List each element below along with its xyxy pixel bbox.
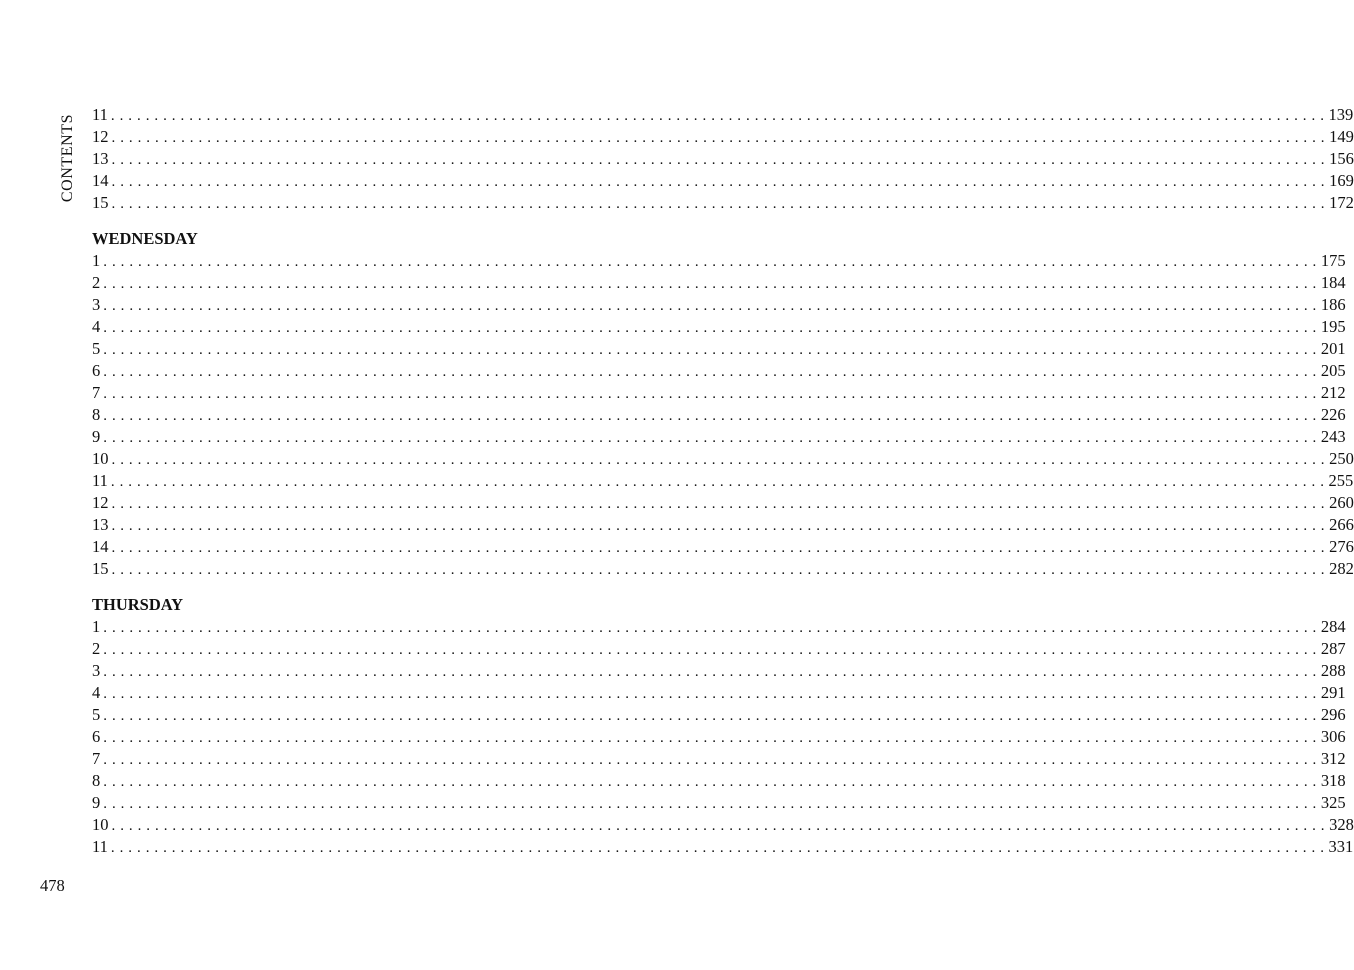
toc-section xyxy=(92,104,1354,214)
chapter-number: 2 xyxy=(92,639,101,658)
running-head-text: CONTENTS xyxy=(59,113,76,203)
dot-leader: . . . . . . . . . . . . . . . . . . . . . . . . . . . . . . . . . . . . . . . . . . . . . . . . . . . . . . . . . . . . . . . . . . . . . . . . . . . . . . . . . . . . . . . . . . . . . . . . . . . . . . . . . . . . . . . . . . . . . . . . . . . . . . . . . . . . . . . . . . . . xyxy=(103,430,1317,446)
chapter-number: 8 xyxy=(92,405,101,424)
page-reference: 175 xyxy=(1320,251,1346,270)
page-reference: 184 xyxy=(1320,273,1346,292)
toc-entry[interactable] xyxy=(92,770,1346,792)
chapter-number: 8 xyxy=(92,771,101,790)
dot-leader: . . . . . . . . . . . . . . . . . . . . . . . . . . . . . . . . . . . . . . . . . . . . . . . . . . . . . . . . . . . . . . . . . . . . . . . . . . . . . . . . . . . . . . . . . . . . . . . . . . . . . . . . . . . . . . . . . . . . . . . . . . . . . . . . . . . . . . . . . . . . xyxy=(103,774,1317,790)
toc-entry[interactable] xyxy=(92,558,1354,580)
dot-leader: . . . . . . . . . . . . . . . . . . . . . . . . . . . . . . . . . . . . . . . . . . . . . . . . . . . . . . . . . . . . . . . . . . . . . . . . . . . . . . . . . . . . . . . . . . . . . . . . . . . . . . . . . . . . . . . . . . . . . . . . . . . . . . . . . . . . . . . . . . . . xyxy=(111,562,1326,578)
dot-leader: . . . . . . . . . . . . . . . . . . . . . . . . . . . . . . . . . . . . . . . . . . . . . . . . . . . . . . . . . . . . . . . . . . . . . . . . . . . . . . . . . . . . . . . . . . . . . . . . . . . . . . . . . . . . . . . . . . . . . . . . . . . . . . . . . . . . . . . . . . . . xyxy=(111,130,1326,146)
page-reference: 325 xyxy=(1320,793,1346,812)
dot-leader: . . . . . . . . . . . . . . . . . . . . . . . . . . . . . . . . . . . . . . . . . . . . . . . . . . . . . . . . . . . . . . . . . . . . . . . . . . . . . . . . . . . . . . . . . . . . . . . . . . . . . . . . . . . . . . . . . . . . . . . . . . . . . . . . . . . . . . . . . . . . xyxy=(103,752,1317,768)
page-reference: 139 xyxy=(1328,105,1354,124)
page-reference: 287 xyxy=(1320,639,1346,658)
chapter-number: 5 xyxy=(92,705,101,724)
dot-leader: . . . . . . . . . . . . . . . . . . . . . . . . . . . . . . . . . . . . . . . . . . . . . . . . . . . . . . . . . . . . . . . . . . . . . . . . . . . . . . . . . . . . . . . . . . . . . . . . . . . . . . . . . . . . . . . . . . . . . . . . . . . . . . . . . . . . . . . . . . . . xyxy=(103,708,1317,724)
page-reference: 226 xyxy=(1320,405,1346,424)
page-reference: 328 xyxy=(1329,815,1354,834)
dot-leader: . . . . . . . . . . . . . . . . . . . . . . . . . . . . . . . . . . . . . . . . . . . . . . . . . . . . . . . . . . . . . . . . . . . . . . . . . . . . . . . . . . . . . . . . . . . . . . . . . . . . . . . . . . . . . . . . . . . . . . . . . . . . . . . . . . . . . . . . . . . . xyxy=(111,818,1326,834)
page-reference: 266 xyxy=(1329,515,1354,534)
page-reference: 288 xyxy=(1320,661,1346,680)
toc-entry[interactable] xyxy=(92,104,1354,126)
dot-leader: . . . . . . . . . . . . . . . . . . . . . . . . . . . . . . . . . . . . . . . . . . . . . . . . . . . . . . . . . . . . . . . . . . . . . . . . . . . . . . . . . . . . . . . . . . . . . . . . . . . . . . . . . . . . . . . . . . . . . . . . . . . . . . . . . . . . . . . . . . . . xyxy=(103,664,1317,680)
page-reference: 250 xyxy=(1329,449,1354,468)
chapter-number: 15 xyxy=(92,559,109,578)
section-heading: THURSDAY xyxy=(92,595,184,614)
chapter-number: 15 xyxy=(92,193,109,212)
chapter-number: 11 xyxy=(92,105,108,124)
toc-entry[interactable] xyxy=(92,616,1346,638)
page-reference: 186 xyxy=(1320,295,1346,314)
toc-entry[interactable] xyxy=(92,272,1346,294)
chapter-number: 5 xyxy=(92,339,101,358)
chapter-number: 1 xyxy=(92,251,101,270)
chapter-number: 4 xyxy=(92,683,101,702)
page-reference: 195 xyxy=(1320,317,1346,336)
chapter-number: 9 xyxy=(92,427,101,446)
toc-entry[interactable] xyxy=(92,382,1346,404)
chapter-number: 1 xyxy=(92,617,101,636)
dot-leader: . . . . . . . . . . . . . . . . . . . . . . . . . . . . . . . . . . . . . . . . . . . . . . . . . . . . . . . . . . . . . . . . . . . . . . . . . . . . . . . . . . . . . . . . . . . . . . . . . . . . . . . . . . . . . . . . . . . . . . . . . . . . . . . . . . . . . . . . . . . . xyxy=(111,196,1326,212)
toc-entry[interactable] xyxy=(92,426,1346,448)
toc-entry[interactable] xyxy=(92,404,1346,426)
chapter-number: 11 xyxy=(92,837,108,856)
toc-entry[interactable] xyxy=(92,814,1354,836)
toc-entry[interactable] xyxy=(92,448,1354,470)
toc-entry[interactable] xyxy=(92,170,1354,192)
chapter-number: 4 xyxy=(92,317,101,336)
toc-entry[interactable] xyxy=(92,492,1354,514)
chapter-number: 6 xyxy=(92,727,101,746)
toc-entry[interactable] xyxy=(92,294,1346,316)
page-reference: 331 xyxy=(1328,837,1354,856)
toc-entry[interactable] xyxy=(92,126,1354,148)
page-reference: 255 xyxy=(1328,471,1354,490)
chapter-number: 3 xyxy=(92,661,101,680)
page-reference: 306 xyxy=(1320,727,1346,746)
toc-entry[interactable] xyxy=(92,338,1346,360)
chapter-number: 2 xyxy=(92,273,101,292)
dot-leader: . . . . . . . . . . . . . . . . . . . . . . . . . . . . . . . . . . . . . . . . . . . . . . . . . . . . . . . . . . . . . . . . . . . . . . . . . . . . . . . . . . . . . . . . . . . . . . . . . . . . . . . . . . . . . . . . . . . . . . . . . . . . . . . . . . . . . . . . . . . . xyxy=(103,642,1317,658)
toc-section xyxy=(92,594,1354,858)
page-reference: 156 xyxy=(1329,149,1354,168)
chapter-number: 10 xyxy=(92,815,109,834)
dot-leader: . . . . . . . . . . . . . . . . . . . . . . . . . . . . . . . . . . . . . . . . . . . . . . . . . . . . . . . . . . . . . . . . . . . . . . . . . . . . . . . . . . . . . . . . . . . . . . . . . . . . . . . . . . . . . . . . . . . . . . . . . . . . . . . . . . . . . . . . . . . . xyxy=(103,386,1317,402)
toc-entry[interactable] xyxy=(92,726,1346,748)
toc-entry[interactable] xyxy=(92,316,1346,338)
page-reference: 276 xyxy=(1329,537,1354,556)
chapter-number: 9 xyxy=(92,793,101,812)
chapter-number: 11 xyxy=(92,471,108,490)
dot-leader: . . . . . . . . . . . . . . . . . . . . . . . . . . . . . . . . . . . . . . . . . . . . . . . . . . . . . . . . . . . . . . . . . . . . . . . . . . . . . . . . . . . . . . . . . . . . . . . . . . . . . . . . . . . . . . . . . . . . . . . . . . . . . . . . . . . . . . . . . . . . xyxy=(111,452,1326,468)
dot-leader: . . . . . . . . . . . . . . . . . . . . . . . . . . . . . . . . . . . . . . . . . . . . . . . . . . . . . . . . . . . . . . . . . . . . . . . . . . . . . . . . . . . . . . . . . . . . . . . . . . . . . . . . . . . . . . . . . . . . . . . . . . . . . . . . . . . . . . . . . . . . xyxy=(110,108,1325,124)
toc-section xyxy=(92,228,1354,580)
dot-leader: . . . . . . . . . . . . . . . . . . . . . . . . . . . . . . . . . . . . . . . . . . . . . . . . . . . . . . . . . . . . . . . . . . . . . . . . . . . . . . . . . . . . . . . . . . . . . . . . . . . . . . . . . . . . . . . . . . . . . . . . . . . . . . . . . . . . . . . . . . . . xyxy=(103,342,1317,358)
chapter-number: 13 xyxy=(92,149,109,168)
dot-leader: . . . . . . . . . . . . . . . . . . . . . . . . . . . . . . . . . . . . . . . . . . . . . . . . . . . . . . . . . . . . . . . . . . . . . . . . . . . . . . . . . . . . . . . . . . . . . . . . . . . . . . . . . . . . . . . . . . . . . . . . . . . . . . . . . . . . . . . . . . . . xyxy=(103,730,1317,746)
toc-entry[interactable] xyxy=(92,638,1346,660)
toc-entry[interactable] xyxy=(92,192,1354,214)
page-reference: 205 xyxy=(1320,361,1346,380)
toc-entry[interactable] xyxy=(92,536,1354,558)
table-of-contents xyxy=(92,104,1354,858)
page-reference: 169 xyxy=(1329,171,1354,190)
page-reference: 243 xyxy=(1320,427,1346,446)
page-reference: 201 xyxy=(1320,339,1346,358)
page-reference: 296 xyxy=(1320,705,1346,724)
toc-entry[interactable] xyxy=(92,704,1346,726)
page-reference: 212 xyxy=(1320,383,1346,402)
dot-leader: . . . . . . . . . . . . . . . . . . . . . . . . . . . . . . . . . . . . . . . . . . . . . . . . . . . . . . . . . . . . . . . . . . . . . . . . . . . . . . . . . . . . . . . . . . . . . . . . . . . . . . . . . . . . . . . . . . . . . . . . . . . . . . . . . . . . . . . . . . . . xyxy=(103,364,1317,380)
page-reference: 172 xyxy=(1329,193,1354,212)
page-reference: 282 xyxy=(1329,559,1354,578)
dot-leader: . . . . . . . . . . . . . . . . . . . . . . . . . . . . . . . . . . . . . . . . . . . . . . . . . . . . . . . . . . . . . . . . . . . . . . . . . . . . . . . . . . . . . . . . . . . . . . . . . . . . . . . . . . . . . . . . . . . . . . . . . . . . . . . . . . . . . . . . . . . . xyxy=(103,298,1317,314)
chapter-number: 7 xyxy=(92,749,101,768)
toc-entry[interactable] xyxy=(92,514,1354,536)
toc-entry[interactable] xyxy=(92,470,1354,492)
toc-entry[interactable] xyxy=(92,682,1346,704)
dot-leader: . . . . . . . . . . . . . . . . . . . . . . . . . . . . . . . . . . . . . . . . . . . . . . . . . . . . . . . . . . . . . . . . . . . . . . . . . . . . . . . . . . . . . . . . . . . . . . . . . . . . . . . . . . . . . . . . . . . . . . . . . . . . . . . . . . . . . . . . . . . . xyxy=(111,540,1326,556)
dot-leader: . . . . . . . . . . . . . . . . . . . . . . . . . . . . . . . . . . . . . . . . . . . . . . . . . . . . . . . . . . . . . . . . . . . . . . . . . . . . . . . . . . . . . . . . . . . . . . . . . . . . . . . . . . . . . . . . . . . . . . . . . . . . . . . . . . . . . . . . . . . . xyxy=(110,840,1325,856)
dot-leader: . . . . . . . . . . . . . . . . . . . . . . . . . . . . . . . . . . . . . . . . . . . . . . . . . . . . . . . . . . . . . . . . . . . . . . . . . . . . . . . . . . . . . . . . . . . . . . . . . . . . . . . . . . . . . . . . . . . . . . . . . . . . . . . . . . . . . . . . . . . . xyxy=(103,408,1317,424)
chapter-number: 14 xyxy=(92,171,109,190)
chapter-number: 12 xyxy=(92,127,109,146)
page-number: 478 xyxy=(40,876,65,895)
page-reference: 312 xyxy=(1320,749,1346,768)
dot-leader: . . . . . . . . . . . . . . . . . . . . . . . . . . . . . . . . . . . . . . . . . . . . . . . . . . . . . . . . . . . . . . . . . . . . . . . . . . . . . . . . . . . . . . . . . . . . . . . . . . . . . . . . . . . . . . . . . . . . . . . . . . . . . . . . . . . . . . . . . . . . xyxy=(111,518,1326,534)
chapter-number: 3 xyxy=(92,295,101,314)
toc-entry[interactable] xyxy=(92,360,1346,382)
chapter-number: 10 xyxy=(92,449,109,468)
running-head xyxy=(58,106,78,210)
page-reference: 291 xyxy=(1320,683,1346,702)
toc-entry[interactable] xyxy=(92,792,1346,814)
section-heading: WEDNESDAY xyxy=(92,229,198,248)
toc-entry[interactable] xyxy=(92,148,1354,170)
dot-leader: . . . . . . . . . . . . . . . . . . . . . . . . . . . . . . . . . . . . . . . . . . . . . . . . . . . . . . . . . . . . . . . . . . . . . . . . . . . . . . . . . . . . . . . . . . . . . . . . . . . . . . . . . . . . . . . . . . . . . . . . . . . . . . . . . . . . . . . . . . . . xyxy=(111,152,1326,168)
toc-entry[interactable] xyxy=(92,836,1354,858)
chapter-number: 14 xyxy=(92,537,109,556)
dot-leader: . . . . . . . . . . . . . . . . . . . . . . . . . . . . . . . . . . . . . . . . . . . . . . . . . . . . . . . . . . . . . . . . . . . . . . . . . . . . . . . . . . . . . . . . . . . . . . . . . . . . . . . . . . . . . . . . . . . . . . . . . . . . . . . . . . . . . . . . . . . . xyxy=(110,474,1325,490)
toc-entry[interactable] xyxy=(92,660,1346,682)
page-reference: 318 xyxy=(1320,771,1346,790)
dot-leader: . . . . . . . . . . . . . . . . . . . . . . . . . . . . . . . . . . . . . . . . . . . . . . . . . . . . . . . . . . . . . . . . . . . . . . . . . . . . . . . . . . . . . . . . . . . . . . . . . . . . . . . . . . . . . . . . . . . . . . . . . . . . . . . . . . . . . . . . . . . . xyxy=(111,496,1326,512)
dot-leader: . . . . . . . . . . . . . . . . . . . . . . . . . . . . . . . . . . . . . . . . . . . . . . . . . . . . . . . . . . . . . . . . . . . . . . . . . . . . . . . . . . . . . . . . . . . . . . . . . . . . . . . . . . . . . . . . . . . . . . . . . . . . . . . . . . . . . . . . . . . . xyxy=(103,276,1317,292)
toc-entry[interactable] xyxy=(92,748,1346,770)
dot-leader: . . . . . . . . . . . . . . . . . . . . . . . . . . . . . . . . . . . . . . . . . . . . . . . . . . . . . . . . . . . . . . . . . . . . . . . . . . . . . . . . . . . . . . . . . . . . . . . . . . . . . . . . . . . . . . . . . . . . . . . . . . . . . . . . . . . . . . . . . . . . xyxy=(103,686,1317,702)
dot-leader: . . . . . . . . . . . . . . . . . . . . . . . . . . . . . . . . . . . . . . . . . . . . . . . . . . . . . . . . . . . . . . . . . . . . . . . . . . . . . . . . . . . . . . . . . . . . . . . . . . . . . . . . . . . . . . . . . . . . . . . . . . . . . . . . . . . . . . . . . . . . xyxy=(103,254,1317,270)
chapter-number: 6 xyxy=(92,361,101,380)
dot-leader: . . . . . . . . . . . . . . . . . . . . . . . . . . . . . . . . . . . . . . . . . . . . . . . . . . . . . . . . . . . . . . . . . . . . . . . . . . . . . . . . . . . . . . . . . . . . . . . . . . . . . . . . . . . . . . . . . . . . . . . . . . . . . . . . . . . . . . . . . . . . xyxy=(103,796,1317,812)
page-reference: 284 xyxy=(1320,617,1346,636)
chapter-number: 13 xyxy=(92,515,109,534)
dot-leader: . . . . . . . . . . . . . . . . . . . . . . . . . . . . . . . . . . . . . . . . . . . . . . . . . . . . . . . . . . . . . . . . . . . . . . . . . . . . . . . . . . . . . . . . . . . . . . . . . . . . . . . . . . . . . . . . . . . . . . . . . . . . . . . . . . . . . . . . . . . . xyxy=(103,320,1317,336)
page-reference: 149 xyxy=(1329,127,1354,146)
toc-entry[interactable] xyxy=(92,250,1346,272)
chapter-number: 12 xyxy=(92,493,109,512)
page-reference: 260 xyxy=(1329,493,1354,512)
dot-leader: . . . . . . . . . . . . . . . . . . . . . . . . . . . . . . . . . . . . . . . . . . . . . . . . . . . . . . . . . . . . . . . . . . . . . . . . . . . . . . . . . . . . . . . . . . . . . . . . . . . . . . . . . . . . . . . . . . . . . . . . . . . . . . . . . . . . . . . . . . . . xyxy=(111,174,1326,190)
dot-leader: . . . . . . . . . . . . . . . . . . . . . . . . . . . . . . . . . . . . . . . . . . . . . . . . . . . . . . . . . . . . . . . . . . . . . . . . . . . . . . . . . . . . . . . . . . . . . . . . . . . . . . . . . . . . . . . . . . . . . . . . . . . . . . . . . . . . . . . . . . . . xyxy=(103,620,1317,636)
chapter-number: 7 xyxy=(92,383,101,402)
